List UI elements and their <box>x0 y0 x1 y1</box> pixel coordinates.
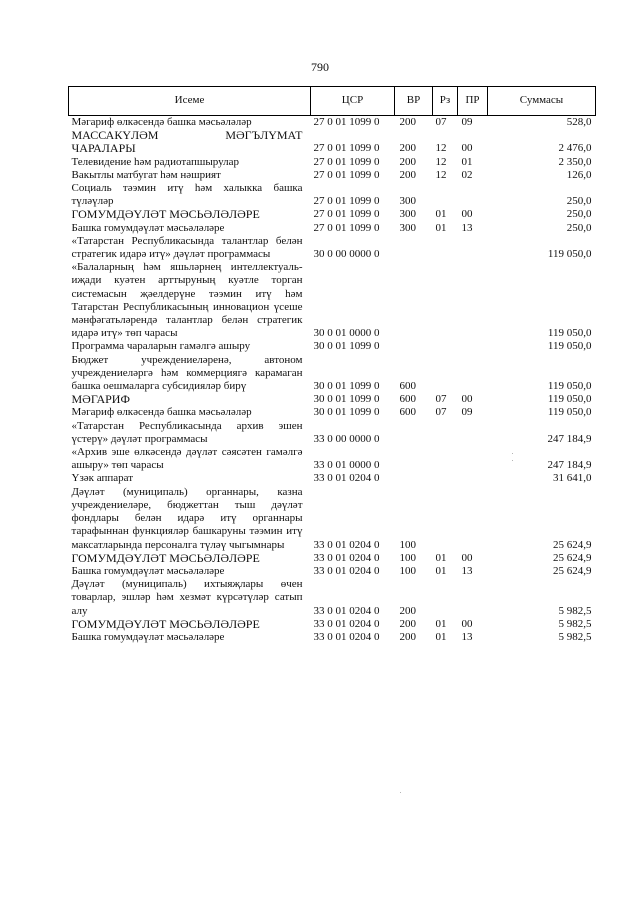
row-name: «Балаларның һәм яшьләрнең интеллектуаль-иҗади куәтен арттыруның куәтле торган системасын җәелдерүне тәэмин итү һәм Татарстан Республикасының инновацион үсеше мәнфәгатьләрендә талантлар белән стратегик идарә итү» төп чарасы <box>71 261 303 340</box>
table-row <box>69 261 596 340</box>
row-vr: 100 <box>399 551 416 564</box>
row-rz <box>433 340 458 353</box>
header-vr: ВР <box>395 87 433 116</box>
row-csr: 33 0 01 0204 0 <box>313 551 380 564</box>
row-vr: 200 <box>399 604 416 617</box>
row-pr: 01 <box>461 155 473 168</box>
row-csr: 27 0 01 1099 0 <box>313 221 380 234</box>
row-vr: 200 <box>399 142 416 155</box>
row-csr: 30 0 01 1099 0 <box>313 406 380 419</box>
scan-speck <box>400 792 401 793</box>
row-name: ГОМУМДӘҮЛӘТ МӘСЬӘЛӘЛӘРЕ <box>71 550 260 565</box>
row-rz: 01 <box>435 208 447 221</box>
row-name: «Татарстан Республикасында архив эшен үстерү» дәүләт программасы <box>71 419 303 445</box>
table-row <box>69 631 596 644</box>
row-pr <box>458 472 488 485</box>
row-sum: 119 050,0 <box>547 393 592 406</box>
row-rz: 12 <box>435 155 447 168</box>
row-sum: 25 624,9 <box>553 564 592 577</box>
row-name: МАССАКҮЛӘМ МӘГЪЛҮМАТ ЧАРАЛАРЫ <box>71 128 303 156</box>
row-rz <box>433 354 458 394</box>
row-csr: 33 0 01 0204 0 <box>313 564 380 577</box>
row-csr: 33 0 01 0204 0 <box>313 630 380 643</box>
table-row <box>69 565 596 578</box>
row-pr: 00 <box>461 393 473 406</box>
row-csr: 27 0 01 1099 0 <box>313 168 380 181</box>
row-name: Вакытлы матбугат һәм нәшрият <box>71 168 221 181</box>
row-vr: 200 <box>399 630 416 643</box>
table-row <box>69 472 596 485</box>
row-name: ГОМУМДӘҮЛӘТ МӘСЬӘЛӘЛӘРЕ <box>71 207 260 222</box>
row-sum: 5 982,5 <box>558 617 592 630</box>
row-sum: 5 982,5 <box>558 604 592 617</box>
row-pr: 13 <box>461 221 473 234</box>
row-sum: 250,0 <box>566 195 592 208</box>
row-vr: 600 <box>399 393 416 406</box>
row-csr: 27 0 01 1099 0 <box>313 155 380 168</box>
row-sum: 25 624,9 <box>553 551 592 564</box>
row-sum: 5 982,5 <box>558 630 592 643</box>
row-name: Башка гомумдәүләт мәсьәләләре <box>71 564 225 577</box>
row-vr: 600 <box>399 406 416 419</box>
row-sum: 119 050,0 <box>547 406 592 419</box>
table-row <box>69 618 596 631</box>
row-sum: 25 624,9 <box>553 538 592 551</box>
row-name: «Архив эше өлкәсендә дәүләт сәясәтен гамәлгә ашыру» төп чарасы <box>71 446 303 472</box>
row-name: Башка гомумдәүләт мәсьәләләре <box>71 630 225 643</box>
header-name: Исеме <box>69 87 311 116</box>
row-pr <box>458 235 488 261</box>
row-csr: 33 0 01 0204 0 <box>313 472 380 485</box>
row-pr <box>458 261 488 340</box>
table-row <box>69 208 596 221</box>
row-vr: 300 <box>399 208 416 221</box>
row-sum: 31 641,0 <box>553 472 592 485</box>
table-row <box>69 486 596 552</box>
row-rz: 01 <box>435 630 447 643</box>
row-sum: 119 050,0 <box>547 340 592 353</box>
row-pr <box>458 446 488 472</box>
row-pr: 13 <box>461 630 473 643</box>
row-sum: 247 184,9 <box>547 459 592 472</box>
row-pr <box>458 486 488 552</box>
row-vr: 200 <box>399 155 416 168</box>
row-vr: 200 <box>399 617 416 630</box>
row-csr: 30 0 00 0000 0 <box>313 248 380 261</box>
row-csr: 27 0 01 1099 0 <box>313 116 380 128</box>
row-csr: 27 0 01 1099 0 <box>313 195 380 208</box>
table-row <box>69 552 596 565</box>
row-name: «Татарстан Республикасында талантлар белән стратегик идарә итү» дәүләт программасы <box>71 234 303 261</box>
header-rz: Рз <box>433 87 458 116</box>
row-vr: 200 <box>399 116 416 128</box>
table-row <box>69 156 596 169</box>
row-rz <box>433 472 458 485</box>
row-sum: 528,0 <box>566 116 592 128</box>
table-row <box>69 354 596 394</box>
row-pr: 00 <box>461 142 473 155</box>
row-csr: 33 0 01 0000 0 <box>313 459 380 472</box>
scan-speck <box>512 460 513 461</box>
row-vr <box>395 261 433 340</box>
row-vr: 100 <box>399 538 416 551</box>
header-pr: ПР <box>458 87 488 116</box>
row-rz <box>433 486 458 552</box>
row-name: Бюджет учреждениеләренә, автоном учреждениеләргә һәм коммерциягә карамаган башка оешмаларга субсидияләр бирү <box>71 353 303 393</box>
row-pr: 00 <box>461 617 473 630</box>
row-pr: 13 <box>461 564 473 577</box>
table-row <box>69 235 596 261</box>
row-rz: 01 <box>435 564 447 577</box>
row-rz <box>433 446 458 472</box>
row-rz: 07 <box>435 116 447 128</box>
row-csr: 30 0 01 0000 0 <box>313 327 380 340</box>
row-csr: 27 0 01 1099 0 <box>313 142 380 155</box>
row-vr <box>395 340 433 353</box>
table-row <box>69 393 596 406</box>
table-row <box>69 406 596 419</box>
row-pr: 09 <box>461 116 473 128</box>
row-name: Дәүләт (муниципаль) органнары, казна учреждениеләре, бюджеттан тыш дәүләт фондлары белән идарә итү органнары тарафыннан функцияләр башкаруны тәэмин итү максатларында персоналга түләү чыгымнары <box>71 485 303 551</box>
table-row <box>69 578 596 618</box>
row-rz: 12 <box>435 168 447 181</box>
table-row <box>69 182 596 208</box>
row-rz <box>433 235 458 261</box>
table-row <box>69 340 596 353</box>
table-row <box>69 420 596 446</box>
row-csr: 30 0 01 1099 0 <box>313 340 380 353</box>
row-csr: 33 0 00 0000 0 <box>313 432 380 445</box>
table-row <box>69 169 596 182</box>
row-name: Башка гомумдәүләт мәсьәләләре <box>71 221 225 234</box>
row-sum: 119 050,0 <box>547 327 592 340</box>
row-csr: 30 0 01 1099 0 <box>313 380 380 393</box>
row-pr: 09 <box>461 406 473 419</box>
row-vr <box>395 235 433 261</box>
row-sum: 126,0 <box>566 168 592 181</box>
row-sum: 250,0 <box>566 208 592 221</box>
row-name: ГОМУМДӘҮЛӘТ МӘСЬӘЛӘЛӘРЕ <box>71 616 260 631</box>
row-pr <box>458 420 488 446</box>
row-vr <box>395 472 433 485</box>
row-vr: 300 <box>399 221 416 234</box>
row-rz: 12 <box>435 142 447 155</box>
row-rz: 01 <box>435 221 447 234</box>
table-body <box>69 116 596 645</box>
row-name: Телевидение һәм радиотапшырулар <box>71 155 240 168</box>
row-name: МӘГАРИФ <box>71 392 130 407</box>
row-vr <box>395 420 433 446</box>
row-rz: 01 <box>435 617 447 630</box>
row-pr: 00 <box>461 208 473 221</box>
page-number: 790 <box>311 60 329 74</box>
header-sum: Суммасы <box>488 87 596 116</box>
row-vr: 100 <box>399 564 416 577</box>
row-sum: 2 476,0 <box>558 142 592 155</box>
table-row <box>69 222 596 235</box>
row-rz <box>433 420 458 446</box>
row-rz <box>433 182 458 208</box>
row-vr: 600 <box>399 380 416 393</box>
row-name: Дәүләт (муниципаль) ихтыяҗлары өчен товарлар, эшләр һәм хезмәт күрсәтүләр сатып алу <box>71 578 303 617</box>
row-rz <box>433 578 458 618</box>
row-rz: 01 <box>435 551 447 564</box>
row-sum: 250,0 <box>566 221 592 234</box>
row-rz: 07 <box>435 406 447 419</box>
row-sum: 119 050,0 <box>547 248 592 261</box>
table-row <box>69 116 596 130</box>
row-pr <box>458 578 488 618</box>
row-sum: 247 184,9 <box>547 432 592 445</box>
row-rz: 07 <box>435 393 447 406</box>
row-vr <box>395 446 433 472</box>
row-vr: 300 <box>399 195 416 208</box>
row-sum: 119 050,0 <box>547 380 592 393</box>
row-csr: 33 0 01 0204 0 <box>313 538 380 551</box>
row-pr: 02 <box>461 168 473 181</box>
row-csr: 33 0 01 0204 0 <box>313 604 380 617</box>
table-header-row <box>69 87 596 116</box>
row-name: Үзәк аппарат <box>71 472 134 485</box>
row-pr <box>458 340 488 353</box>
row-csr: 33 0 01 0204 0 <box>313 617 380 630</box>
row-name: Мәгариф өлкәсендә башка мәсьәләләр <box>71 116 252 128</box>
row-csr: 30 0 01 1099 0 <box>313 393 380 406</box>
row-csr: 27 0 01 1099 0 <box>313 208 380 221</box>
header-csr: ЦСР <box>311 87 395 116</box>
table-row <box>69 129 596 155</box>
row-pr: 00 <box>461 551 473 564</box>
scan-speck <box>512 453 513 454</box>
row-name: Программа чараларын гамәлгә ашыру <box>71 340 251 353</box>
table-row <box>69 446 596 472</box>
budget-table <box>68 86 596 644</box>
row-pr <box>458 182 488 208</box>
row-sum: 2 350,0 <box>558 155 592 168</box>
row-pr <box>458 354 488 394</box>
row-name: Мәгариф өлкәсендә башка мәсьәләләр <box>71 406 252 419</box>
row-rz <box>433 261 458 340</box>
row-vr: 200 <box>399 168 416 181</box>
row-name: Социаль тәэмин итү һәм халыкка башка түләүләр <box>71 182 303 208</box>
